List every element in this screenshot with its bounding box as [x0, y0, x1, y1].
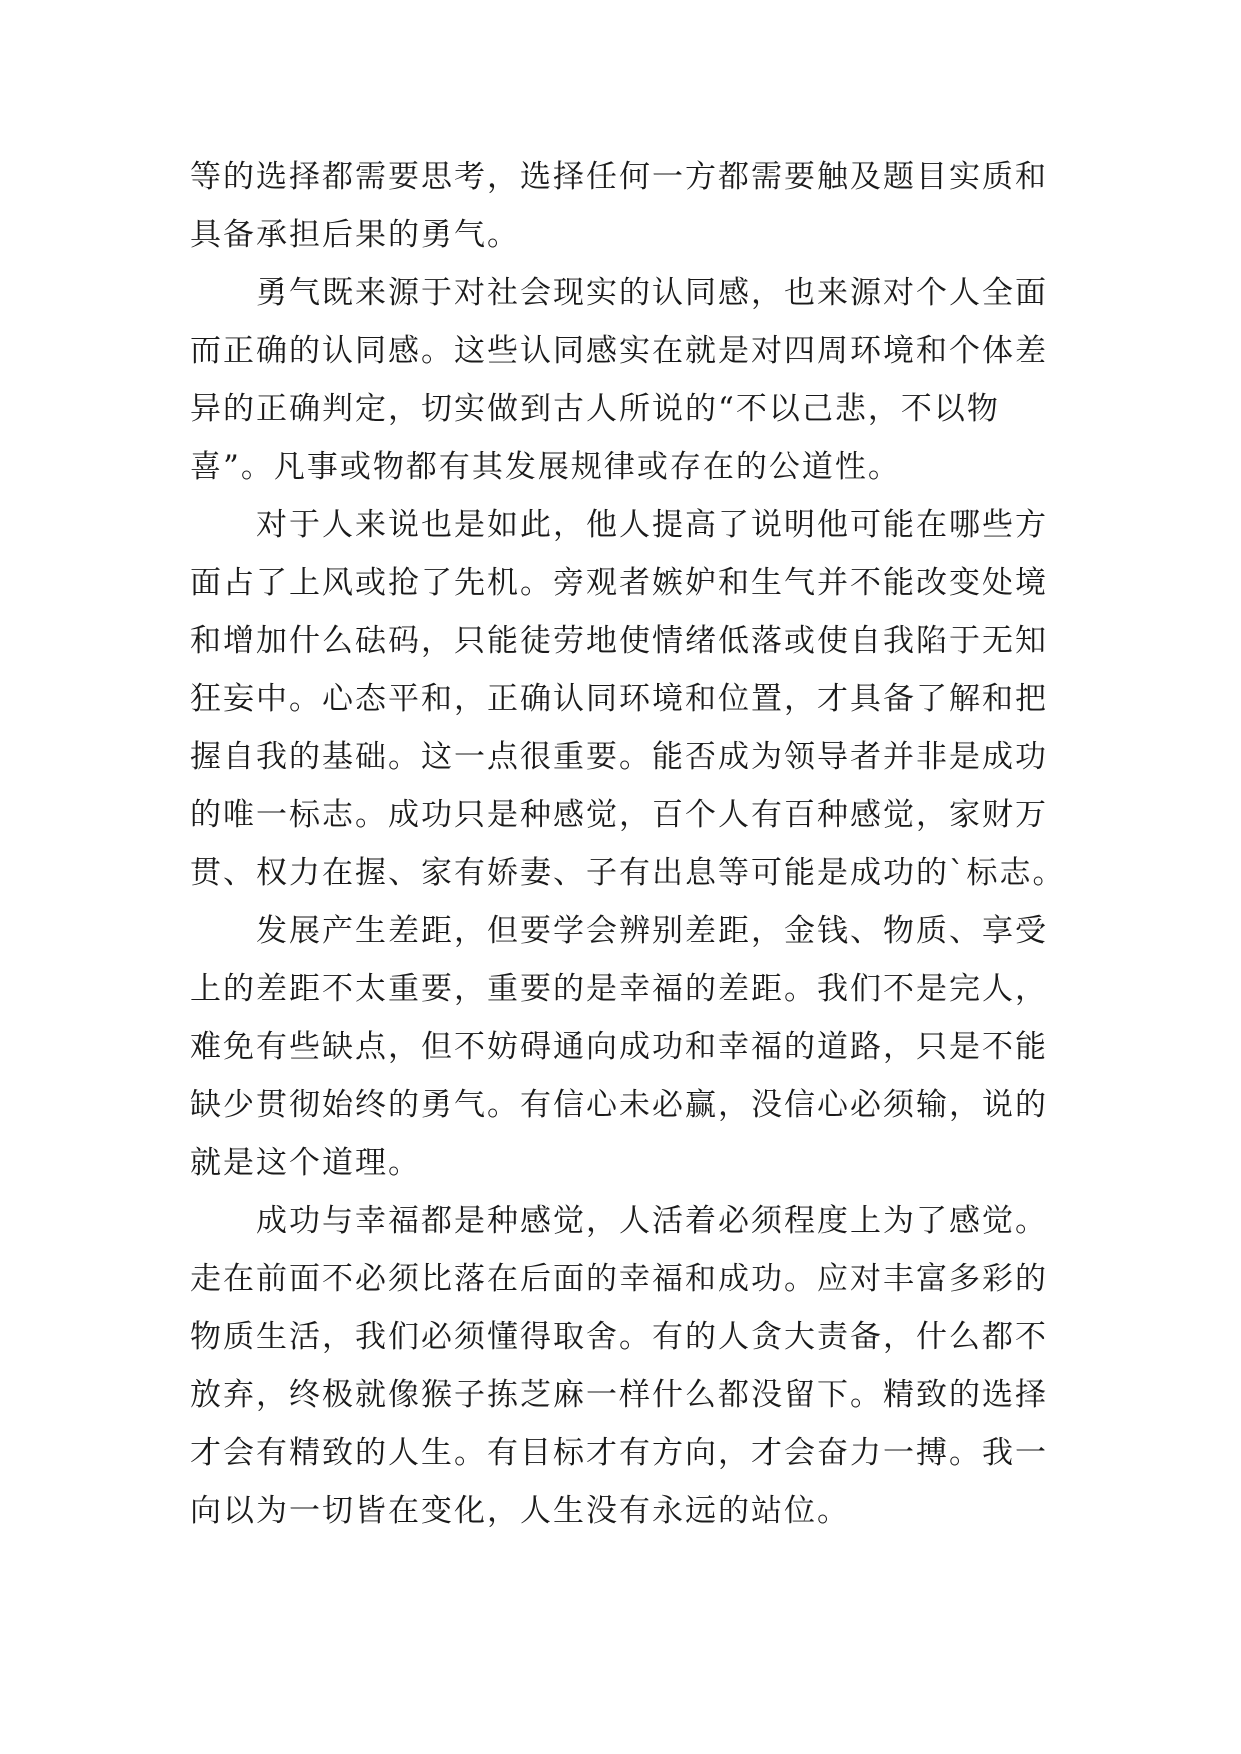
text-line: 放弃，终极就像猴子拣芝麻一样什么都没留下。精致的选择 [190, 1377, 1048, 1413]
text-line: 发展产生差距，但要学会辨别差距，金钱、物质、享受 [190, 913, 1048, 949]
text-line: 而正确的认同感。这些认同感实在就是对四周环境和个体差 [190, 333, 1048, 369]
document-body [190, 148, 1066, 1540]
text-line: 上的差距不太重要，重要的是幸福的差距。我们不是完人， [190, 971, 1048, 1007]
text-line: 和增加什么砝码，只能徒劳地使情绪低落或使自我陷于无知 [190, 623, 1048, 659]
text-line: 异的正确判定，切实做到古人所说的“不以己悲，不以物 [190, 391, 1000, 427]
text-line: 握自我的基础。这一点很重要。能否成为领导者并非是成功 [190, 739, 1048, 775]
text-line: 的唯一标志。成功只是种感觉，百个人有百种感觉，家财万 [190, 797, 1048, 833]
text-line: 成功与幸福都是种感觉，人活着必须程度上为了感觉。 [190, 1203, 1048, 1239]
text-line: 贯、权力在握、家有娇妻、子有出息等可能是成功的`标志。 [190, 855, 1066, 891]
text-line: 喜”。凡事或物都有其发展规律或存在的公道性。 [190, 449, 901, 485]
text-line: 狂妄中。心态平和，正确认同环境和位置，才具备了解和把 [190, 681, 1048, 717]
text-line: 面占了上风或抢了先机。旁观者嫉妒和生气并不能改变处境 [190, 565, 1048, 601]
text-line: 具备承担后果的勇气。 [190, 217, 520, 253]
text-line: 物质生活，我们必须懂得取舍。有的人贪大责备，什么都不 [190, 1319, 1048, 1355]
text-line: 就是这个道理。 [190, 1145, 421, 1181]
text-line: 难免有些缺点，但不妨碍通向成功和幸福的道路，只是不能 [190, 1029, 1048, 1065]
text-line: 才会有精致的人生。有目标才有方向，才会奋力一搏。我一 [190, 1435, 1048, 1471]
text-line: 勇气既来源于对社会现实的认同感，也来源对个人全面 [190, 275, 1048, 311]
text-line: 缺少贯彻始终的勇气。有信心未必赢，没信心必须输，说的 [190, 1087, 1048, 1123]
text-line: 对于人来说也是如此，他人提高了说明他可能在哪些方 [190, 507, 1048, 543]
text-line: 走在前面不必须比落在后面的幸福和成功。应对丰富多彩的 [190, 1261, 1048, 1297]
text-line: 等的选择都需要思考，选择任何一方都需要触及题目实质和 [190, 159, 1048, 195]
text-line: 向以为一切皆在变化，人生没有永远的站位。 [190, 1493, 850, 1529]
